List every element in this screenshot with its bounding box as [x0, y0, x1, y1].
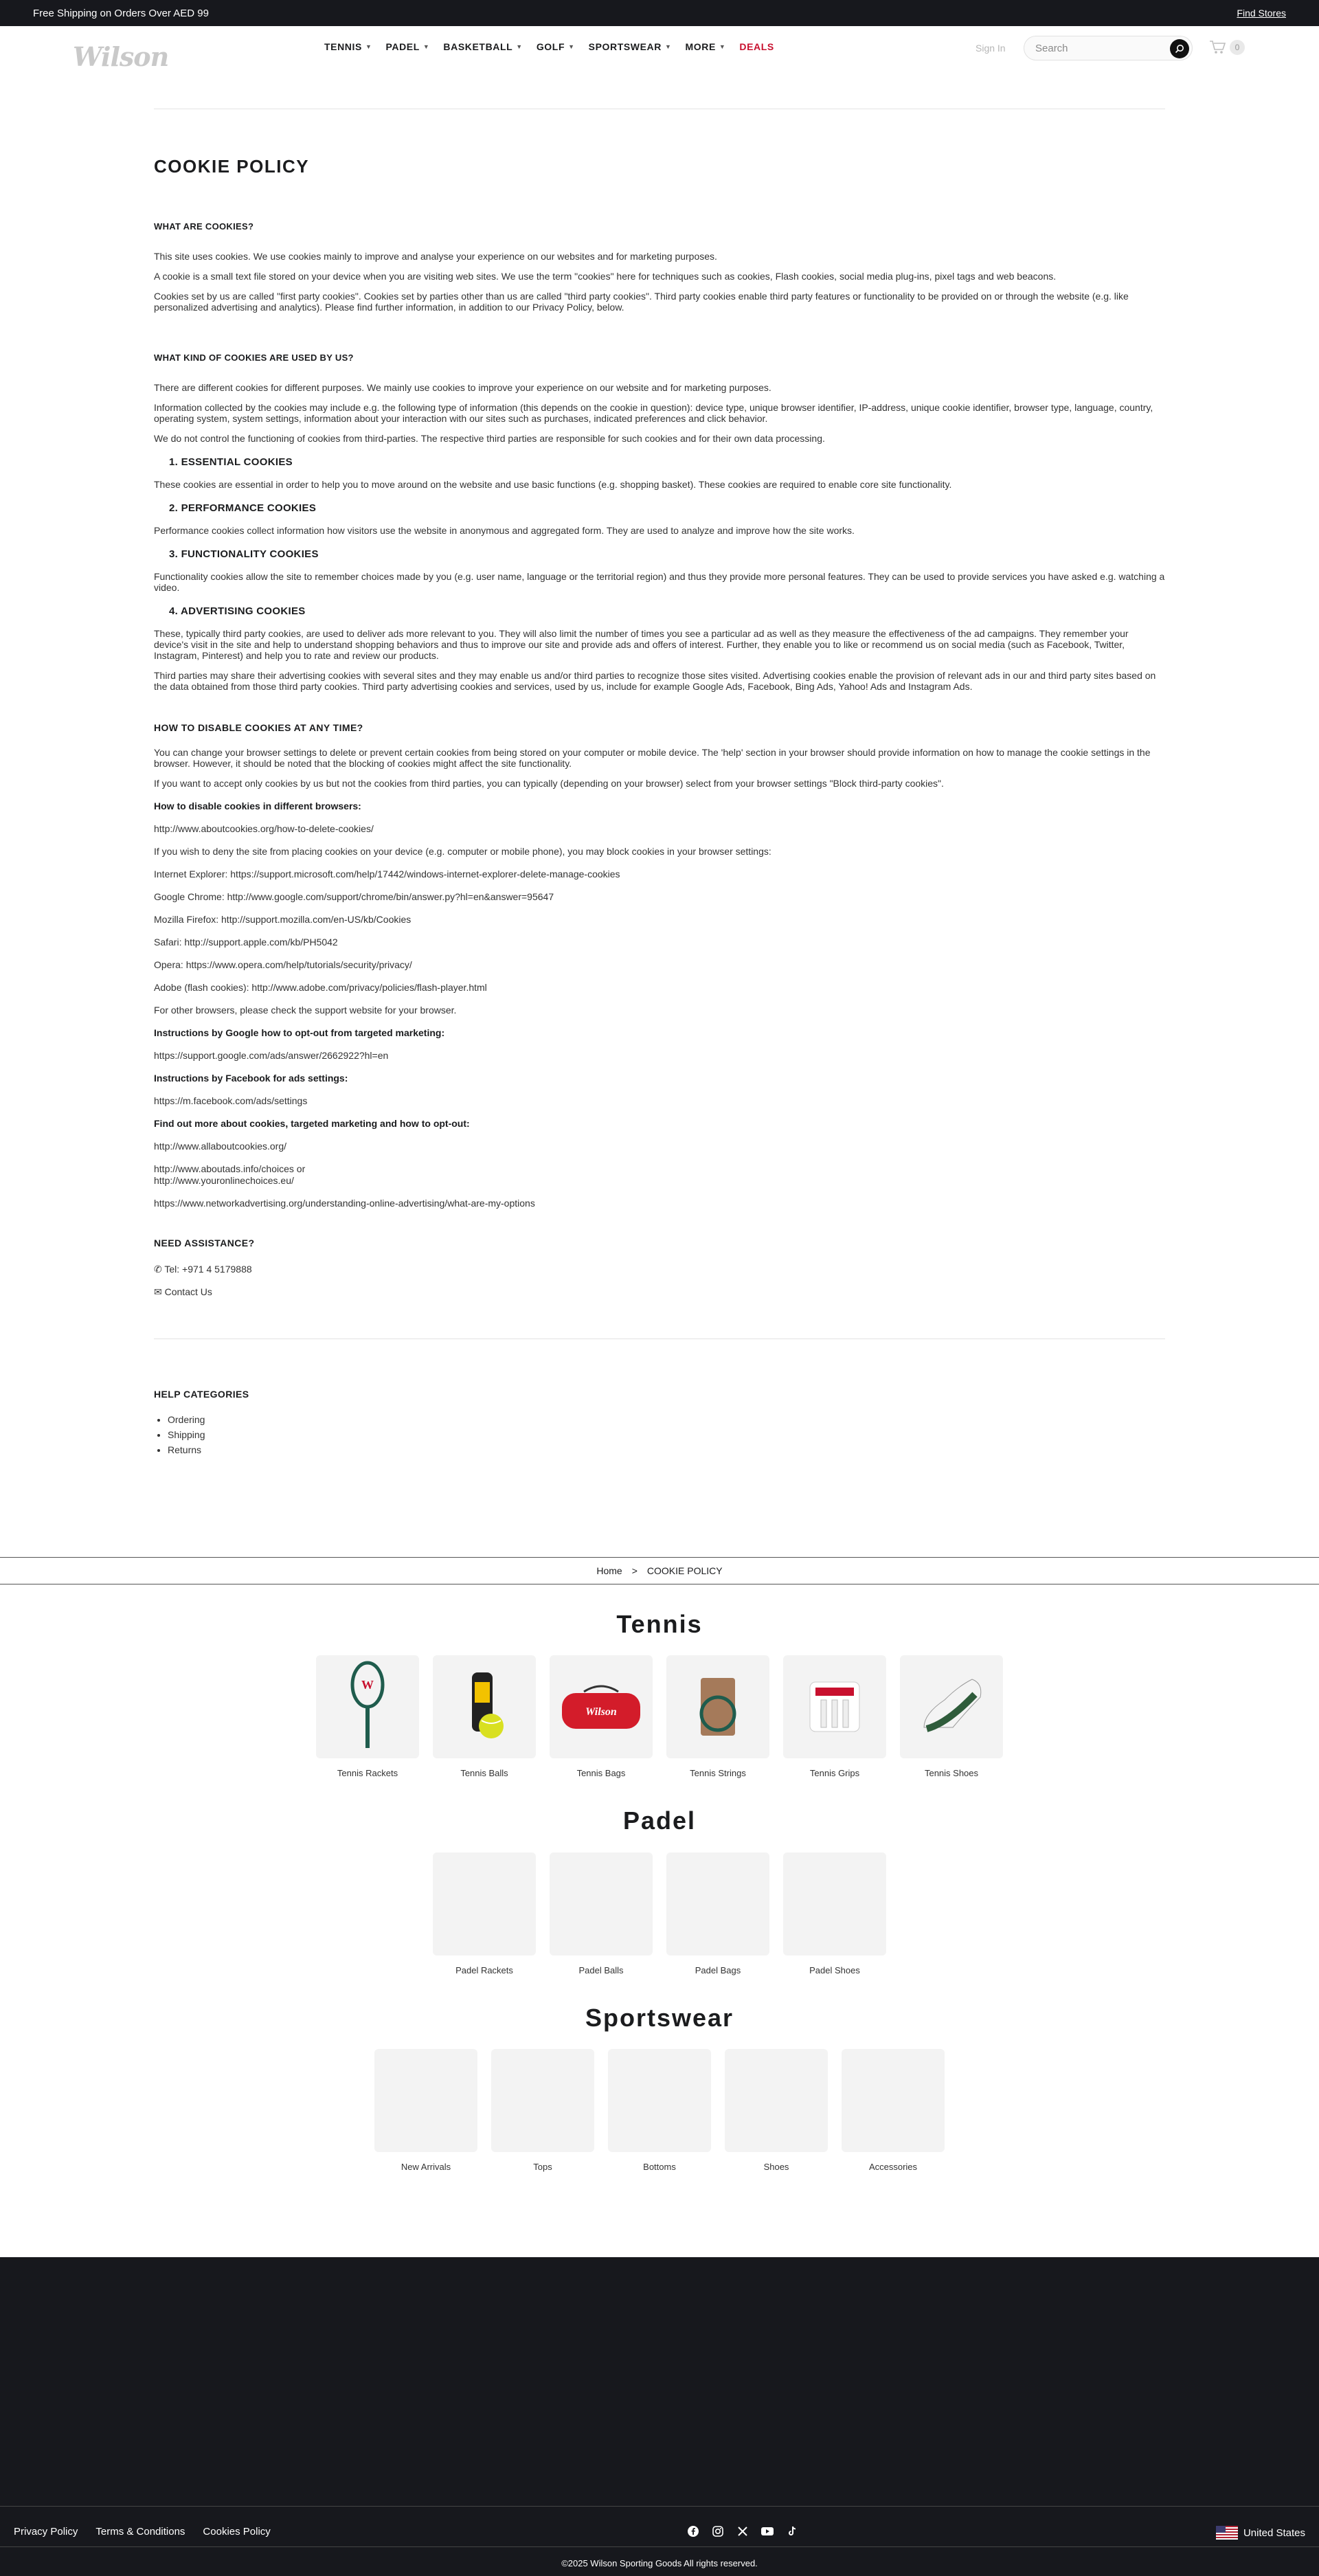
category-label: New Arrivals [401, 2162, 451, 2172]
facebook-icon[interactable] [687, 2525, 699, 2538]
email-icon: ✉ [154, 1286, 165, 1297]
section-heading: WHAT ARE COOKIES? [154, 221, 254, 232]
chevron-down-icon: ▼ [664, 43, 672, 50]
breadcrumb-current: COOKIE POLICY [646, 1565, 723, 1576]
category-label: Tennis Rackets [337, 1768, 398, 1778]
search-placeholder: Search [1035, 42, 1068, 54]
category-tennis-balls[interactable] [433, 1655, 536, 1778]
tennis-racket-image [316, 1655, 419, 1758]
section-heading: WHAT KIND OF COOKIES ARE USED BY US? [154, 352, 354, 363]
section-heading: HOW TO DISABLE COOKIES AT ANY TIME? [154, 722, 363, 733]
category-tops[interactable] [491, 2049, 594, 2172]
paragraph: If you wish to deny the site from placing cookies on your device (e.g. computer or mobile phone), you may block cookies in your browser settings: [154, 846, 771, 857]
search-icon [1175, 44, 1184, 54]
promo-bar [0, 0, 1319, 26]
cart-button[interactable] [1209, 40, 1245, 55]
subheading: 3. FUNCTIONALITY COOKIES [169, 548, 319, 560]
category-new-arrivals[interactable] [374, 2049, 477, 2172]
category-tennis-bags[interactable] [550, 1655, 653, 1778]
padel-rackets-image [433, 1852, 536, 1956]
accessories-image [842, 2049, 945, 2152]
tennis-section-title: Tennis [616, 1610, 703, 1638]
facebook-ads-link[interactable]: https://m.facebook.com/ads/settings [154, 1095, 308, 1106]
padel-section-title: Padel [622, 1806, 697, 1835]
category-shoes[interactable] [725, 2049, 828, 2172]
breadcrumb [0, 1557, 1319, 1584]
category-tennis-grips[interactable] [783, 1655, 886, 1778]
cookie-policy-content [154, 109, 1165, 1457]
find-stores-link[interactable]: Find Stores [1237, 8, 1286, 19]
padel-shoes-image [783, 1852, 886, 1956]
category-bottoms[interactable] [608, 2049, 711, 2172]
chevron-down-icon: ▼ [516, 43, 523, 50]
cart-icon [1209, 40, 1226, 55]
category-tennis-shoes[interactable] [900, 1655, 1003, 1778]
nav-padel[interactable] [385, 41, 429, 52]
phone-icon: ✆ [154, 1264, 165, 1275]
chevron-down-icon: ▼ [365, 43, 372, 50]
nav-label: MORE [685, 41, 716, 52]
page-title: COOKIE POLICY [154, 156, 310, 177]
category-label: Tennis Shoes [924, 1768, 979, 1778]
paragraph: This site uses cookies. We use cookies mainly to improve and analyse your experience on our websites and for marketing purposes. [154, 251, 717, 262]
browser-ie-link[interactable]: Internet Explorer: https://support.microsoft.com/help/17442/windows-internet-explorer-delete-manage-cookies [154, 869, 620, 880]
nav-label: GOLF [536, 41, 565, 52]
category-accessories[interactable] [842, 2049, 945, 2172]
tennis-bag-image [550, 1655, 653, 1758]
subheading: 4. ADVERTISING COOKIES [169, 605, 306, 617]
main-nav [324, 41, 774, 52]
help-item-ordering[interactable]: • Ordering [168, 1412, 1165, 1427]
breadcrumb-separator: > [631, 1565, 638, 1576]
category-label: Tennis Balls [460, 1768, 508, 1778]
browser-firefox-link[interactable]: Mozilla Firefox: http://support.mozilla.com/en-US/kb/Cookies [154, 914, 412, 925]
contact-us-link[interactable] [154, 1286, 1165, 1297]
new-arrivals-image [374, 2049, 477, 2152]
paragraph: For other browsers, please check the support website for your browser. [154, 1005, 457, 1016]
padel-balls-image [550, 1852, 653, 1956]
sportswear-section-title: Sportswear [585, 2004, 734, 2032]
browser-adobe-link[interactable]: Adobe (flash cookies): http://www.adobe.com/privacy/policies/flash-player.html [154, 982, 487, 993]
paragraph: A cookie is a small text file stored on your device when you are visiting web sites. We use the term "cookies" here for techniques such as cookies, Flash cookies, social media plug-ins, pixel tags and web beacons. [154, 271, 1057, 282]
category-label: Padel Bags [695, 1965, 741, 1975]
phone-text: Tel: +971 4 5179888 [164, 1264, 252, 1275]
chevron-down-icon: ▼ [422, 43, 430, 50]
paragraph: These cookies are essential in order to help you to move around on the website and use basic functions (e.g. shopping basket). These cookies are required to enable core site functionality. [154, 479, 952, 490]
paragraph: If you want to accept only cookies by us but not the cookies from third parties, you can typically (depending on your browser) select from your browser settings "Block third-party cookies". [154, 778, 944, 789]
bottoms-image [608, 2049, 711, 2152]
cart-count: 0 [1230, 40, 1245, 55]
tiktok-icon[interactable] [786, 2525, 798, 2538]
country-selector[interactable] [1216, 2526, 1305, 2540]
wilson-logo[interactable]: Wilson [73, 41, 169, 72]
us-flag-icon [1216, 2526, 1238, 2540]
paragraph: Functionality cookies allow the site to remember choices made by you (e.g. user name, language or the territorial region) and thus they provide more personal features. They can be used to provide services you have asked e.g. watching a video. [154, 571, 1165, 593]
breadcrumb-home[interactable]: Home [596, 1565, 622, 1576]
category-padel-balls[interactable] [550, 1852, 653, 1975]
nav-more[interactable] [685, 41, 725, 52]
tennis-shoes-image [900, 1655, 1003, 1758]
category-tennis-strings[interactable] [666, 1655, 769, 1778]
nav-label: BASKETBALL [443, 41, 513, 52]
instruction-heading: Find out more about cookies, targeted marketing and how to opt-out: [154, 1118, 470, 1129]
browser-safari-link[interactable]: Safari: http://support.apple.com/kb/PH5042 [154, 937, 338, 948]
help-item-returns[interactable]: • Returns [168, 1442, 1165, 1457]
link-text[interactable]: http://www.aboutcookies.org/how-to-delete-cookies/ [154, 823, 374, 834]
instruction-heading: How to disable cookies in different browsers: [154, 800, 361, 811]
subheading: 1. ESSENTIAL COOKIES [169, 456, 293, 468]
category-label: Shoes [763, 2162, 789, 2172]
chevron-down-icon: ▼ [568, 43, 575, 50]
category-label: Tennis Grips [809, 1768, 860, 1778]
nav-label: SPORTSWEAR [588, 41, 662, 52]
social-links [687, 2525, 798, 2538]
site-header [0, 26, 1319, 89]
x-icon[interactable] [736, 2525, 749, 2538]
svg-text:W: W [361, 1678, 374, 1692]
sportswear-category-row [0, 2049, 1319, 2172]
country-label: United States [1243, 2527, 1305, 2539]
paragraph: Performance cookies collect information how visitors use the website in anonymous and aggregated form. They are used to analyze and improve how the site works. [154, 525, 855, 536]
site-footer [0, 2257, 1319, 2576]
instruction-heading: Instructions by Facebook for ads settings: [154, 1073, 348, 1084]
category-label: Tops [533, 2162, 552, 2172]
category-padel-rackets[interactable] [433, 1852, 536, 1975]
tennis-strings-image [666, 1655, 769, 1758]
phone-contact[interactable] [154, 1264, 1165, 1275]
tennis-balls-image [433, 1655, 536, 1758]
paragraph: We do not control the functioning of cookies from third-parties. The respective third parties are responsible for such cookies and for their own data processing. [154, 433, 825, 444]
paragraph: Cookies set by us are called "first party cookies". Cookies set by parties other than us are called "third party cookies". Third party cookies enable third party features or functionality to be provided on or through the website (e.g. like personalized advertising and analytics). Please find further information, in addition to our Privacy Policy, below. [154, 291, 1129, 313]
svg-text:Wilson: Wilson [585, 1706, 617, 1718]
assistance-heading: NEED ASSISTANCE? [154, 1237, 255, 1248]
nav-label: TENNIS [324, 41, 362, 52]
chevron-down-icon: ▼ [719, 43, 726, 50]
search-input[interactable] [1024, 36, 1193, 60]
instagram-icon[interactable] [712, 2525, 724, 2538]
aboutads-link[interactable]: http://www.aboutads.info/choices or [154, 1163, 306, 1174]
paragraph: There are different cookies for different purposes. We mainly use cookies to improve your experience on our website and for marketing purposes. [154, 382, 771, 393]
nav-basketball[interactable] [443, 41, 522, 52]
nav-sportswear[interactable] [589, 41, 672, 52]
category-label: Accessories [868, 2162, 918, 2172]
privacy-policy-link[interactable]: Privacy Policy [14, 2526, 78, 2538]
nav-label: PADEL [385, 41, 420, 52]
category-label: Tennis Bags [576, 1768, 626, 1778]
help-categories-list [154, 1412, 1165, 1457]
nav-golf[interactable] [537, 41, 575, 52]
search-button[interactable] [1170, 39, 1189, 58]
category-label: Padel Shoes [809, 1965, 860, 1975]
tennis-grips-image [783, 1655, 886, 1758]
shoes-image [725, 2049, 828, 2152]
category-tennis-rackets[interactable] [316, 1655, 419, 1778]
category-label: Tennis Strings [690, 1768, 746, 1778]
category-label: Bottoms [643, 2162, 676, 2172]
terms-link[interactable]: Terms & Conditions [95, 2526, 185, 2538]
padel-bags-image [666, 1852, 769, 1956]
nav-tennis[interactable] [324, 41, 372, 52]
paragraph: Information collected by the cookies may include e.g. the following type of information (this depends on the cookie in question): device type, unique browser identifier, IP-address, unique cookie identifier, browser type, language, country, operating system, system settings, information about your interaction with our sites such as purchases, indicated preferences and click behavior. [154, 402, 1153, 424]
category-label: Padel Balls [578, 1965, 624, 1975]
youronlinechoices-link[interactable]: http://www.youronlinechoices.eu/ [154, 1175, 294, 1186]
allaboutcookies-link[interactable]: http://www.allaboutcookies.org/ [154, 1141, 286, 1152]
nai-link[interactable]: https://www.networkadvertising.org/understanding-online-advertising/what-are-my-options [154, 1198, 535, 1209]
category-padel-bags[interactable] [666, 1852, 769, 1975]
tennis-category-row [0, 1655, 1319, 1778]
copyright: ©2025 Wilson Sporting Goods All rights reserved. [561, 2558, 758, 2568]
padel-category-row [0, 1852, 1319, 1975]
cookies-policy-link[interactable]: Cookies Policy [203, 2526, 271, 2538]
divider [0, 2546, 1319, 2547]
youtube-icon[interactable] [761, 2525, 774, 2538]
footer-links [14, 2526, 271, 2538]
category-label: Padel Rackets [455, 1965, 513, 1975]
divider [0, 2506, 1319, 2507]
paragraph: Third parties may share their advertising cookies with several sites and they may enable us and/or third parties to recognize those sites visited. Advertising cookies enable the provision of relevant ads in our and third party sites based on the data obtained from those third party cookies. Third party advertising cookies and services, used by us, include for example Google Ads, Facebook, Bing Ads, Yahoo! Ads and Instagram Ads. [154, 670, 1156, 692]
browser-opera-link[interactable]: Opera: https://www.opera.com/help/tutorials/security/privacy/ [154, 959, 412, 970]
tops-image [491, 2049, 594, 2152]
google-ads-link[interactable]: https://support.google.com/ads/answer/2662922?hl=en [154, 1050, 389, 1061]
browser-chrome-link[interactable]: Google Chrome: http://www.google.com/support/chrome/bin/answer.py?hl=en&answer=95647 [154, 891, 554, 902]
instruction-heading: Instructions by Google how to opt-out from targeted marketing: [154, 1027, 445, 1038]
nav-deals[interactable]: DEALS [739, 41, 774, 52]
help-categories-heading: HELP CATEGORIES [154, 1389, 249, 1400]
sign-in-link[interactable]: Sign In [976, 43, 1006, 54]
paragraph: You can change your browser settings to delete or prevent certain cookies from being stored on your computer or mobile device. The 'help' section in your browser should provide information on how to manage the cookie settings in the browser. However, it should be noted that the blocking of cookies might affect the site functionality. [154, 747, 1151, 769]
category-padel-shoes[interactable] [783, 1852, 886, 1975]
shipping-promo: Free Shipping on Orders Over AED 99 [33, 7, 209, 19]
paragraph: These, typically third party cookies, are used to deliver ads more relevant to you. They will also limit the number of times you see a particular ad as well as they measure the effectiveness of the ad campaigns. They remember your device's visit in the site and help to understand shopping behaviors and thus to improve our site and provide ads and offers of interest. Further, they enable you to like or recommend us on social media (such as Facebook, Twitter, Instagram, Pinterest) and help you to rate and review our products. [154, 628, 1129, 661]
help-item-shipping[interactable]: • Shipping [168, 1427, 1165, 1442]
contact-text: Contact Us [164, 1286, 212, 1297]
subheading: 2. PERFORMANCE COOKIES [169, 502, 317, 514]
